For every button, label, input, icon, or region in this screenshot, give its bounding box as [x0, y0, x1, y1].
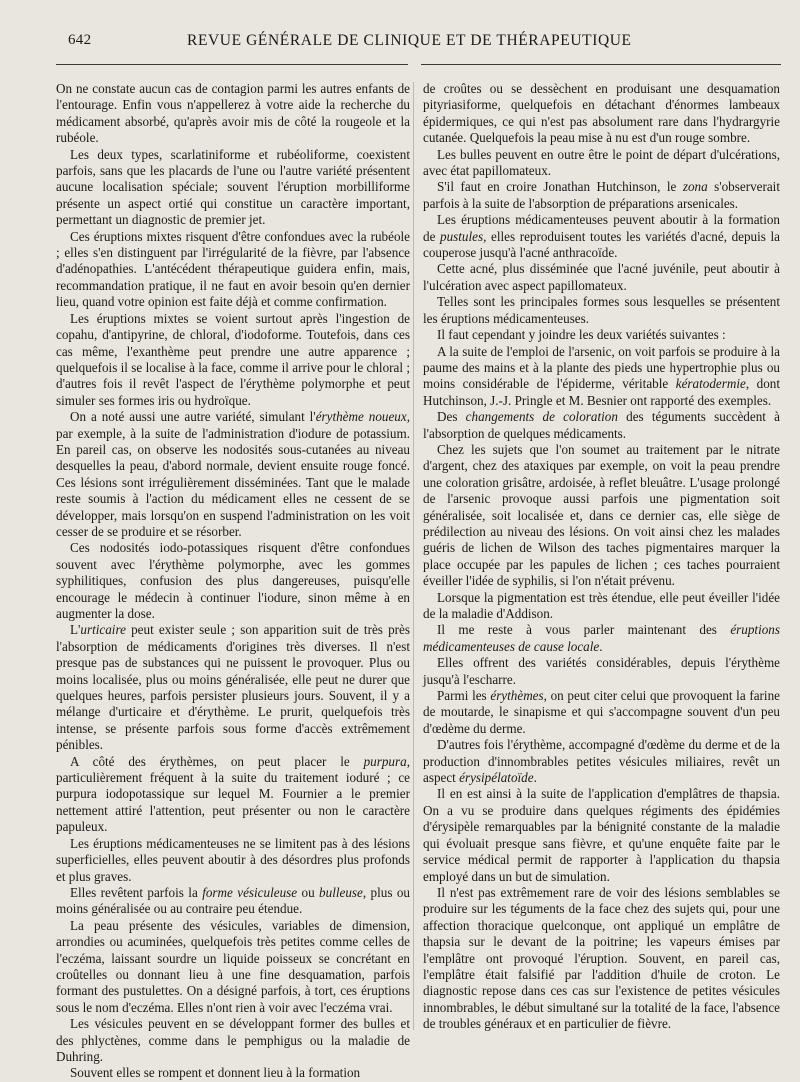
- paragraph-text: L': [70, 622, 81, 638]
- italic-term: éruptions médicamenteuses de cause locale: [423, 622, 780, 654]
- paragraph-text: Les vésicules peuvent en se développant former des bulles et des phlyctènes, comme dans le pemphigus ou la maladie de Duhring.: [56, 1016, 410, 1064]
- paragraph-text: des téguments succèdent à l'absorption de quelques médicaments.: [423, 409, 780, 441]
- paragraph: [56, 540, 410, 622]
- paragraph-text: On a noté aussi une autre variété, simulant l': [70, 409, 316, 425]
- paragraph-text: La peau présente des vésicules, variables de dimension, arrondies ou acuminées, quelquefois très petites comme celles de l'eczéma, laissant sourdre un liquide poisseux se concrétant en croûtelles ou donnant lieu à une fine desquamation, parfois formant des pustulettes. On a désigné parfois, à tort, ces éruptions sous le nom d'eczéma. Elles n'ont rien à voir avec l'eczéma vrai.: [56, 917, 410, 1015]
- paragraph: [423, 655, 780, 688]
- paragraph-text: .: [533, 770, 537, 786]
- page-number: 642: [68, 32, 92, 48]
- italic-term: pustules: [440, 228, 484, 244]
- paragraph-text: ou: [297, 884, 320, 900]
- paragraph-text: de croûtes ou se dessèchent en produisant une desquamation pityriasiforme, quelquefois en détachant d'énormes lambeaux épidermiques, ce qui n'est pas absolument rare dans l'hydrargyrie cutanée. Quelquefois la peau mise à nu est d'un rouge sombre.: [423, 81, 780, 146]
- paragraph: [56, 147, 410, 229]
- paragraph: [56, 311, 410, 409]
- paragraph-text: Des: [437, 409, 466, 425]
- paragraph: [423, 622, 780, 655]
- paragraph-text: Lorsque la pigmentation est très étendue, elle peut éveiller l'idée de la maladie d'Addison.: [423, 589, 780, 621]
- running-title: REVUE GÉNÉRALE DE CLINIQUE ET DE THÉRAPEUTIQUE: [187, 32, 632, 49]
- paragraph-text: Les éruptions mixtes se voient surtout après l'ingestion de copahu, d'antipyrine, de chloral, d'iodoforme. Toutefois, dans ces cas même, l'exanthème peut prendre une autre apparence ; quelquefois il se localise à la face, comme il arrive pour le chloral ; d'autres fois il revêt l'aspect de l'érythème polymorphe et peut simuler ses formes iris ou hydroïque.: [56, 310, 410, 408]
- header-rule-right: [421, 64, 781, 65]
- paragraph-text: Elles revêtent parfois la: [70, 884, 203, 900]
- paragraph: [56, 885, 410, 918]
- paragraph: [423, 688, 780, 737]
- paragraph-text: Cette acné, plus disséminée que l'acné juvénile, peut aboutir à l'ulcération avec aspect papillomateux.: [423, 261, 780, 293]
- italic-term: changements de coloration: [465, 409, 618, 425]
- paragraph: [423, 327, 780, 343]
- paragraph: [423, 81, 780, 147]
- paragraph-text: D'autres fois l'érythème, accompagné d'œdème du derme et de la production d'innombrables petites vésicules miliaires, revêt un aspect: [423, 737, 780, 786]
- paragraph-text: On ne constate aucun cas de contagion parmi les autres enfants de l'entourage. Enfin vous n'appellerez à votre aide la recherche du médicament absorbé, qu'après avoir mis de côté la rougeole et la rubéole.: [56, 81, 410, 146]
- paragraph: [423, 737, 780, 786]
- page-header: [54, 30, 780, 54]
- paragraph-text: Il n'est pas extrêmement rare de voir des lésions semblables se produire sur les téguments de la face chez des sujets qui, pour une affection thoracique quelconque, ont appliqué un emplâtre de thapsia sur le devant de la poitrine; les vapeurs émises par l'emplâtre ont provoqué l'éruption. Souvent, en pareil cas, l'emplâtre était falsifié par l'addition d'huile de croton. Le diagnostic repose dans ces cas sur l'existence de petites vésicules innombrables, le début simultané sur la totalité de la face, l'absence de troubles généraux et en particulier de fièvre.: [423, 884, 780, 1032]
- paragraph: [56, 754, 410, 836]
- paragraph-text: Il faut cependant y joindre les deux variétés suivantes :: [437, 327, 726, 343]
- paragraph: [423, 442, 780, 590]
- paragraph: [56, 622, 410, 753]
- paragraph-text: .: [599, 638, 603, 654]
- paragraph-text: peut exister seule ; son apparition suit de très près l'absorption de médicaments d'origines très diverses. Il n'est presque pas de substances qui ne puissent le provoquer. Plus ou moins localisée, plus ou moins généralisée, elle peut ne durer que quelques heures, parfois persister plusieurs jours. Souvent, il y a mélange d'urticaire et d'érythème. Le prurit, quelquefois très intense, se présente parfois sous forme d'accès extrêmement pénibles.: [56, 622, 410, 753]
- paragraph: [423, 885, 780, 1033]
- paragraph: [56, 836, 410, 885]
- paragraph-text: Chez les sujets que l'on soumet au traitement par le nitrate d'argent, chez des ataxiques par exemple, on voit la peau prendre une coloration grisâtre, ardoisée, à reflet bleuâtre. L'usage prolongé de l'arsenic provoque aussi parfois une pigmentation soit généralisée, soit localisée et, dans ce dernier cas, elle siège de prédilection au niveau des lésions. On voit ainsi chez les malades guéris de lichen de Wilson des taches pigmentaires marquer la place occupée par les papules de lichen ; ces taches pourraient éveiller l'idée de syphilis, si l'on n'était prévenu.: [423, 441, 780, 589]
- paragraph-text: Ces nodosités iodo-potassiques risquent d'être confondues souvent avec l'érythème polymorphe, avec les gommes syphilitiques, confusion des plus dangereuses, puisqu'elle encourage le médecin à continuer l'iodure, sinon même à en augmenter la dose.: [56, 540, 410, 621]
- left-column: [56, 81, 410, 1082]
- italic-term: érythèmes: [490, 688, 544, 704]
- italic-term: érythème noueux: [315, 409, 407, 425]
- paragraph-text: , dont Hutchinson, J.-J. Pringle et M. Besnier ont rapporté des exemples.: [423, 376, 781, 408]
- paragraph-text: , particulièrement fréquent à la suite du traitement ioduré ; ce purpura iodopotassique sur lequel M. Fournier a le premier nettement attiré l'attention, peut présenter ou non le caractère papuleux.: [56, 753, 410, 835]
- paragraph-text: , elles reproduisent toutes les variétés d'acné, depuis la couperose jusqu'à l'acné anthracoïde.: [423, 228, 780, 261]
- italic-term: purpura: [363, 753, 407, 769]
- paragraph: [423, 147, 780, 180]
- paragraph-text: A la suite de l'emploi de l'arsenic, on voit parfois se produire à la paume des mains et à la plante des pieds une hypertrophie plus ou moins considérable de l'épiderme, véritable: [423, 343, 780, 392]
- paragraph-text: Souvent elles se rompent et donnent lieu à la formation: [70, 1065, 361, 1081]
- paragraph: [423, 294, 780, 327]
- paragraph-text: A côté des érythèmes, on peut placer le: [70, 753, 364, 769]
- paragraph-text: Parmi les: [437, 688, 491, 704]
- paragraph-text: , on peut citer celui que provoquent la farine de moutarde, le sinapisme et qui s'accompagne souvent d'un peu d'œdème du derme.: [423, 688, 780, 736]
- italic-term: érysipélatoïde: [459, 770, 534, 786]
- paragraph: [56, 229, 410, 311]
- right-column: [423, 81, 780, 1033]
- column-divider: [413, 82, 414, 1030]
- italic-term: zona: [682, 179, 708, 195]
- paragraph: [423, 590, 780, 623]
- paragraph: [56, 1016, 410, 1065]
- italic-term: urticaire: [80, 622, 126, 638]
- paragraph: [423, 179, 780, 212]
- paragraph: [423, 409, 780, 442]
- paragraph: [56, 81, 410, 147]
- paragraph: [56, 1065, 410, 1081]
- paragraph: [423, 261, 780, 294]
- paragraph: [56, 409, 410, 540]
- paragraph: [423, 786, 780, 884]
- paragraph-text: Telles sont les principales formes sous lesquelles se présentent les éruptions médicamenteuses.: [423, 294, 780, 326]
- paragraph-text: S'il faut en croire Jonathan Hutchinson, le: [437, 179, 683, 195]
- italic-term: bulleuse: [319, 884, 363, 900]
- paragraph-text: Les bulles peuvent en outre être le point de départ d'ulcérations, avec état papillomateux.: [423, 146, 780, 179]
- italic-term: forme vésiculeuse: [202, 884, 298, 900]
- paragraph: [56, 918, 410, 1016]
- paragraph: [423, 344, 780, 410]
- paragraph: [423, 212, 780, 261]
- paragraph-text: Les éruptions médicamenteuses ne se limitent pas à des lésions superficielles, elles peuvent aboutir à des désordres plus profonds et plus graves.: [56, 835, 410, 884]
- paragraph-text: , plus ou moins généralisée ou au contraire peu étendue.: [56, 884, 410, 917]
- paragraph-text: Il me reste à vous parler maintenant des: [437, 622, 731, 638]
- paragraph-text: Il en est ainsi à la suite de l'application d'emplâtres de thapsia. On a vu se produire dans quelques régiments des épidémies d'érysipèle remarquables par la bénignité constante de la maladie qui évoluait presque sans fièvre, et qu'une enquête faite par le service médical permit de rapporter à l'application du thapsia employé dans un but de simulation.: [423, 786, 780, 884]
- paragraph-text: Ces éruptions mixtes risquent d'être confondues avec la rubéole ; elles s'en distinguent par l'irrégularité de la fièvre, par l'absence d'adénopathies. L'antécédent thérapeutique guidera enfin, mais, recommandation pratique, il ne faut en avoir besoin qu'en dernier lieu, quand votre opinion est faite déjà et comme confirmation.: [56, 228, 410, 310]
- header-rule-left: [56, 64, 408, 65]
- paragraph-text: Les deux types, scarlatiniforme et rubéoliforme, coexistent parfois, sans que les placards de l'une ou l'autre variété présentent aucune localisation spéciale; souvent l'éruption morbilliforme présente un aspect ortié qui constitue un caractère important, permettant un diagnostic de premier jet.: [56, 146, 410, 228]
- paragraph-text: s'observerait parfois à la suite de l'absorption de préparations arsenicales.: [423, 179, 780, 211]
- paragraph-text: , par exemple, à la suite de l'administration d'iodure de potassium. En pareil cas, on observe les nodosités sous-cutanées au niveau desquelles la peau, d'abord normale, devient ensuite rouge foncé. Ces lésions sont irrégulièrement disséminées. Tant que le malade reste soumis à l'action du médicament elles ne cessent de se développer, mais lorsqu'on en suspend l'administration on les voit cesser de se produire et se résorber.: [56, 409, 411, 539]
- italic-term: kératodermie: [675, 376, 746, 392]
- paragraph-text: Les éruptions médicamenteuses peuvent aboutir à la formation de: [423, 212, 780, 244]
- paragraph-text: Elles offrent des variétés considérables, depuis l'érythème jusqu'à l'escharre.: [423, 655, 780, 687]
